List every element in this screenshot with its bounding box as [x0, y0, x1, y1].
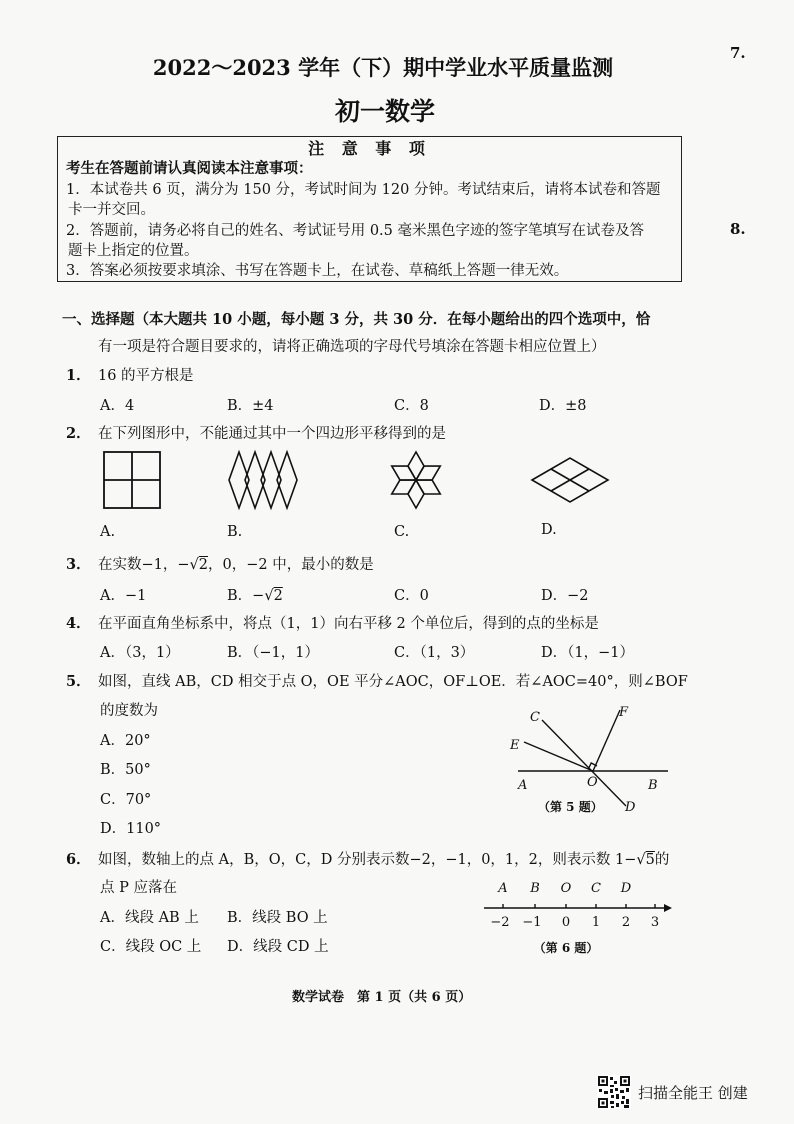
q3-option-b-label: B．− [227, 588, 265, 604]
q4-option-c: C．（1，3） [394, 645, 475, 661]
exam-subtitle: 初一数学 [334, 97, 435, 126]
question-4-stem: 在平面直角坐标系中，将点（1，1）向右平移 2 个单位后，得到的点的坐标是 [98, 616, 599, 632]
q2-figure-d-rhombus [532, 458, 608, 502]
question-5 [66, 670, 688, 691]
question-6-radicand: 5 [645, 852, 655, 868]
notice-intro: 考生在答题前请认真阅读本注意事项： [66, 160, 313, 178]
notice-item-3: 3．答案必须按要求填涂、书写在答题卡上，在试卷、草稿纸上答题一律无效。 [66, 263, 569, 280]
q5-option-c: C．70° [100, 792, 152, 808]
question-6-number: 6． [66, 851, 91, 868]
q4-option-d: D．（1，−1） [541, 645, 634, 661]
question-5-stem: 如图，直线 AB，CD 相交于点 O，OE 平分∠AOC，OF⊥OE．若∠AOC=40°，则∠BOF [98, 674, 688, 690]
tick-label-neg2: −2 [490, 915, 510, 930]
q5-caption: （第 5 题） [538, 800, 603, 814]
question-2-number: 2． [66, 425, 91, 442]
q6-caption: （第 6 题） [533, 941, 599, 955]
point-label-c: C [591, 881, 601, 896]
label-e: E [510, 738, 520, 753]
q3-option-a: A．−1 [100, 588, 147, 604]
sqrt-icon: √ [636, 852, 646, 868]
label-d: D [625, 800, 636, 815]
q1-option-d: D．±8 [539, 398, 587, 414]
axis-arrow-icon [664, 904, 672, 912]
question-6 [66, 848, 669, 869]
section1-heading: 一、选择题（本大题共 10 小题，每小题 3 分，共 30 分．在每小题给出的四个选项中，恰 [62, 311, 651, 328]
label-f: F [619, 705, 629, 720]
question-1-number: 1． [66, 367, 91, 384]
ray-of [593, 710, 620, 771]
point-label-a: A [498, 881, 508, 896]
q6-option-a: A．线段 AB 上 [100, 910, 199, 926]
q2-option-b: B. [227, 524, 243, 540]
notice-item-2-line1: 2．答题前，请务必将自己的姓名、考试证号用 0.5 毫米黑色字迹的签字笔填写在试卷及答 [66, 222, 644, 239]
sqrt-icon: √ [264, 588, 274, 604]
notice-title: 注 意 事 项 [308, 139, 431, 158]
question-6-stem-line2: 点 P 应落在 [100, 880, 177, 896]
section1-heading-line2: 有一项是符合题目要求的，请将正确选项的字母代号填涂在答题卡相应位置上） [98, 339, 606, 355]
side-mark-7: 7. [730, 44, 746, 62]
label-c: C [530, 710, 540, 725]
q2-figure-a-grid [104, 452, 160, 508]
notice-item-1-line2: 卡一并交回。 [68, 202, 155, 219]
q5-option-d: D．110° [100, 821, 162, 837]
q1-option-a: A．4 [100, 398, 135, 414]
exam-title: 2022～2023 学年（下）期中学业水平质量监测 [152, 55, 614, 80]
q1-option-b: B．±4 [227, 398, 274, 414]
tick-label-neg1: −1 [522, 915, 542, 930]
q6-option-b: B．线段 BO 上 [227, 910, 328, 926]
question-5-stem-line2: 的度数为 [100, 703, 158, 719]
question-1 [66, 364, 194, 385]
question-6-stem-post: 的 [654, 852, 670, 868]
q2-option-d: D. [541, 522, 557, 538]
question-5-number: 5． [66, 673, 91, 690]
q2-figure-b-diamonds [229, 452, 297, 508]
question-3-stem-pre: 在实数−1，− [98, 557, 190, 573]
side-mark-8: 8. [730, 220, 746, 238]
point-label-b: B [530, 881, 540, 896]
question-2 [66, 422, 446, 443]
label-a: A [518, 778, 528, 793]
sqrt-icon: √ [189, 557, 199, 573]
question-1-stem: 16 的平方根是 [98, 368, 194, 384]
question-6-stem-pre: 如图，数轴上的点 A，B，O，C，D 分别表示数−2，−1，0，1，2，则表示数 1− [98, 852, 637, 868]
question-3-stem-post: ，0，−2 中，最小的数是 [208, 557, 374, 573]
q2-figures [100, 446, 700, 516]
q6-option-c: C．线段 OC 上 [100, 939, 202, 955]
q2-option-a: A. [100, 524, 116, 540]
question-3-radicand: 2 [198, 557, 209, 573]
notice-item-2-line2: 题卡上指定的位置。 [68, 243, 199, 260]
question-2-stem: 在下列图形中，不能通过其中一个四边形平移得到的是 [98, 426, 446, 442]
tick-label-1: 1 [591, 915, 601, 930]
q5-figure [500, 698, 690, 822]
q2-option-c: C. [394, 524, 410, 540]
tick-label-2: 2 [621, 915, 631, 930]
question-4 [66, 612, 599, 633]
question-3-number: 3． [66, 556, 91, 573]
notice-item-1-line1: 1．本试卷共 6 页，满分为 150 分，考试时间为 120 分钟。考试结束后，请将本试卷和答题 [66, 181, 661, 198]
notice-box [57, 136, 682, 282]
label-b: B [648, 778, 658, 793]
q3-option-c: C．0 [394, 588, 429, 604]
question-3 [66, 553, 374, 574]
q6-number-line [478, 872, 678, 958]
scanner-watermark: 扫描全能王 创建 [638, 1084, 748, 1102]
point-label-d: D [620, 881, 632, 896]
q3-option-b-radicand: 2 [273, 588, 283, 604]
q2-figure-c-star [388, 452, 444, 508]
q5-option-b: B．50° [100, 762, 151, 778]
label-o: O [587, 775, 598, 790]
question-4-number: 4． [66, 615, 91, 632]
tick-label-3: 3 [650, 915, 660, 930]
point-label-o: O [560, 881, 572, 896]
q4-option-b: B．（−1，1） [227, 645, 320, 661]
ray-oe [524, 742, 593, 771]
q6-option-d: D．线段 CD 上 [227, 939, 329, 955]
qr-code-icon [597, 1075, 631, 1109]
q1-option-c: C．8 [394, 398, 429, 414]
q3-option-b [227, 584, 283, 605]
q3-option-d: D．−2 [541, 588, 589, 604]
q5-option-a: A．20° [100, 733, 151, 749]
tick-label-0: 0 [561, 915, 571, 930]
line-cd [542, 720, 626, 806]
page-footer: 数学试卷 第 1 页（共 6 页） [292, 990, 472, 1005]
q4-option-a: A．（3，1） [100, 645, 180, 661]
